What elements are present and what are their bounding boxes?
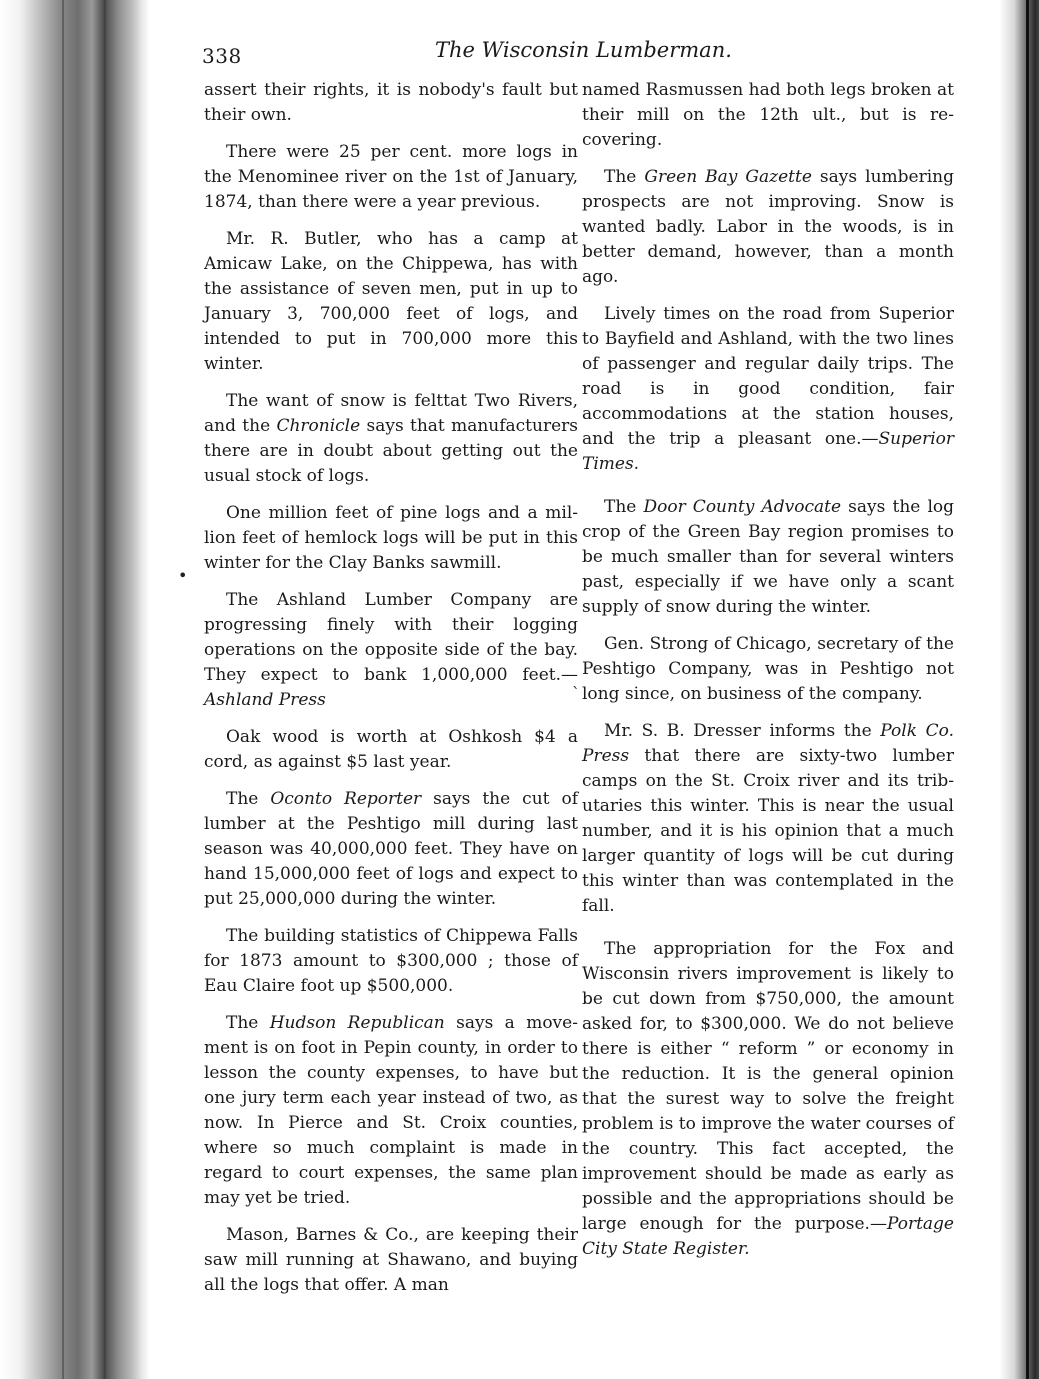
article-paragraph [204, 1011, 578, 1211]
page-edge-rule [1026, 0, 1029, 1379]
article-paragraph [582, 302, 954, 477]
article-paragraph [204, 588, 578, 713]
article-paragraph: assert their rights, it is nobody's fault but their own. [204, 80, 578, 125]
paragraph-text: The want of snow is felttat Two Rivers, and the [204, 391, 578, 436]
paragraph-text: says the cut of lumber at the Peshtigo mill during last season was 40,000,000 feet. They have on hand 15,000,000 feet of logs and expect to put 25,000,000 during the winter. [204, 789, 578, 909]
article-paragraph: There were 25 per cent. more logs in the Menominee river on the 1st of January, 1874, than there were a year previous. [204, 142, 578, 212]
article-paragraph: Gen. Strong of Chicago, secretary of the Peshtigo Company, was in Peshtigo not long since, on business of the company. [582, 634, 954, 704]
page-number: 338 [202, 44, 242, 68]
article-paragraph [582, 719, 954, 919]
page-header [198, 38, 978, 72]
article-paragraph: Oak wood is worth at Oshkosh $4 a cord, as against $5 last year. [204, 727, 578, 772]
article-paragraph [582, 165, 954, 290]
paragraph-text: says the log crop of the Green Bay region promises to be much smaller than for several winters past, especially if we have only a scant supply of snow during the winter. [582, 497, 954, 617]
article-paragraph [204, 389, 578, 489]
publication-name: Chronicle [276, 416, 361, 436]
paragraph-text: The [226, 789, 271, 809]
publication-name: Polk Co. Press [582, 721, 954, 766]
paragraph-text: says lumbering prospects are not improving. Snow is wanted badly. Labor in the woods, is in better demand, however, than a month ago. [582, 167, 954, 287]
left-column [204, 78, 578, 1310]
article-paragraph: named Rasmussen had both legs broken at their mill on the 12th ult., but is recovering. [582, 80, 954, 150]
paragraph-text: says that manufacturers there are in doubt about getting out the usual stock of logs. [204, 416, 578, 486]
paragraph-text: Lively times on the road from Superior to Bayfield and Ashland, with the two lines of passenger and regular daily trips. The road is in good condition, fair accommodations at the station houses, and the trip a pleasant one.— [582, 304, 954, 449]
right-column [582, 78, 954, 1274]
article-paragraph [582, 937, 954, 1262]
publication-name: Green Bay Gazette [644, 167, 812, 187]
article-paragraph [582, 495, 954, 620]
article-paragraph: Mason, Barnes & Co., are keeping their saw mill running at Shawano, and buying all the logs that offer. A man [204, 1225, 578, 1295]
paragraph-text: The Ashland Lumber Company are progressing finely with their logging operations on the opposite side of the bay. They expect to bank 1,000,000 feet.— [204, 590, 578, 685]
publication-name: Door County Advocate [643, 497, 842, 517]
paragraph-text: The [226, 1013, 270, 1033]
article-paragraph: Mr. R. Butler, who has a camp at Amicaw Lake, on the Chippewa, has with the assistance of seven men, put in up to January 3, 700,000 feet of logs, and intended to put in 700,000 more this winter. [204, 229, 578, 374]
stray-mark: ` [572, 684, 580, 703]
publication-name: Oconto Reporter [270, 789, 422, 809]
book-binding-gutter [0, 0, 150, 1379]
publication-name: Hudson Republican [269, 1013, 445, 1033]
article-paragraph: The building statistics of Chippewa Falls for 1873 amount to $300,000 ; those of Eau Claire foot up $500,000. [204, 926, 578, 996]
running-title: The Wisconsin Lumberman. [435, 38, 732, 62]
paragraph-text: says a movement is on foot in Pepin county, in order to lesson the county expenses, to have but one jury term each year instead of two, as now. In Pierce and St. Croix counties, where so much complaint is made in regard to court expenses, the same plan may yet be tried. [204, 1013, 578, 1208]
paragraph-text: that there are sixty-two lumber camps on the St. Croix river and its tributaries this winter. This is near the usual number, and it is his opinion that a much larger quantity of logs will be cut during this winter than was contemplated in the fall. [582, 746, 954, 916]
paragraph-text: The [604, 167, 645, 187]
binding-line [104, 0, 106, 1379]
paragraph-text: Mr. S. B. Dresser informs the [604, 721, 881, 741]
source-attribution: Superior Times. [582, 429, 954, 474]
article-paragraph [204, 787, 578, 912]
paragraph-text: The appropriation for the Fox and Wisconsin rivers improvement is likely to be cut down from $750,000, the amount asked for, to $300,000. We do not believe there is either “ reform ” or economy in the reduction. It is the general opinion that the surest way to solve the freight problem is to improve the water courses of the country. This fact accepted, the improvement should be made as early as possible and the appropriations should be large enough for the purpose.— [582, 939, 954, 1234]
binding-line [62, 0, 64, 1379]
source-attribution: Portage City State Register. [582, 1214, 954, 1259]
source-attribution: Ashland Press [204, 690, 326, 710]
article-paragraph: One million feet of pine logs and a million feet of hemlock logs will be put in this winter for the Clay Banks sawmill. [204, 503, 578, 573]
paragraph-text: The [604, 497, 644, 517]
stray-mark: • [178, 566, 188, 585]
